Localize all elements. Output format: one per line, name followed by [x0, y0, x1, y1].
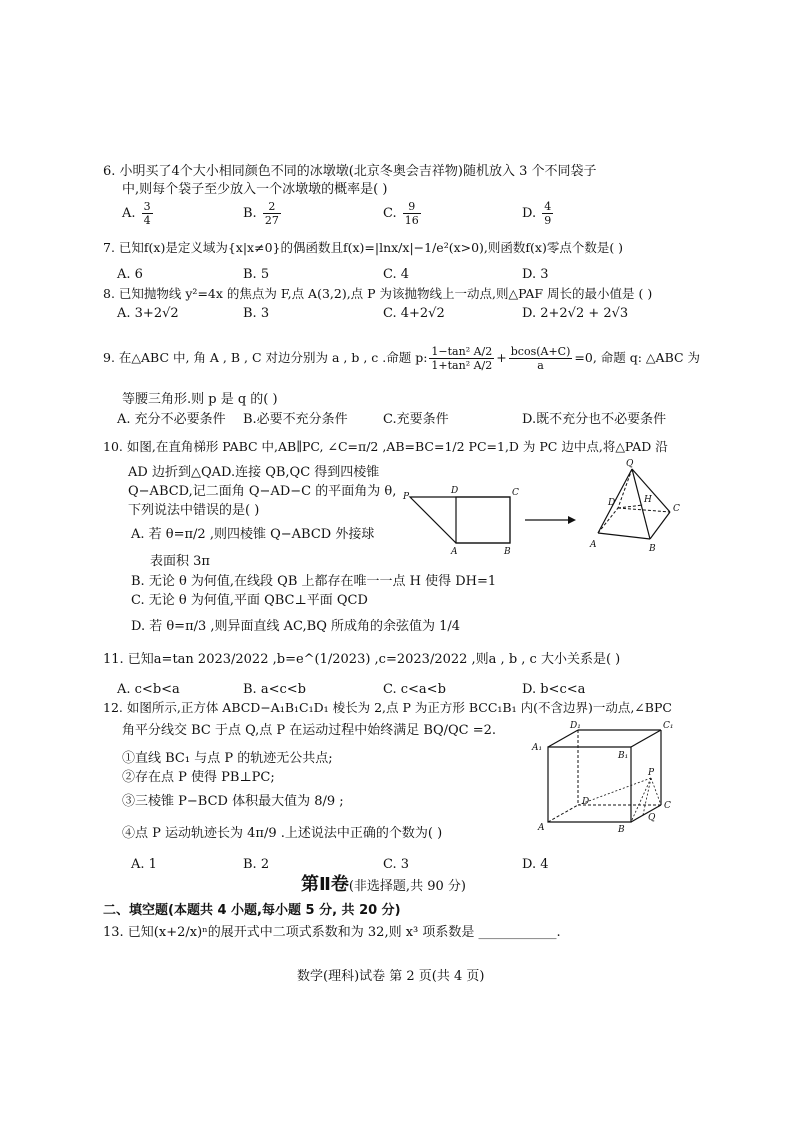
q12-item3: ③三棱锥 P−BCD 体积最大值为 8/9 ; [122, 794, 344, 809]
q10-line4: 下列说法中错误的是( ) [128, 503, 260, 518]
q11-option-c: C. c<a<b [383, 682, 446, 697]
label-d1: D₁ [570, 721, 581, 731]
q10-figure [400, 455, 700, 560]
q10-line2: AD 边折到△QAD.连接 QB,QC 得到四棱锥 [128, 465, 380, 480]
label-a: A [451, 547, 458, 557]
label-c: C [512, 488, 519, 498]
label-q: Q [626, 459, 634, 469]
q12-cube-figure [528, 720, 678, 835]
q12-option-d: D. 4 [522, 857, 549, 872]
q10-option-b: B. 无论 θ 为何值,在线段 QB 上都存在唯一一点 H 使得 DH=1 [131, 574, 497, 589]
label-a1: A₁ [532, 743, 543, 753]
q12-option-a: A. 1 [131, 857, 157, 872]
label-p: P [648, 768, 655, 778]
part2-header [301, 874, 466, 898]
q10-option-a-line1: A. 若 θ=π/2 ,则四棱锥 Q−ABCD 外接球 [131, 527, 375, 542]
q6-option-b: B. $\frac{2}{27}$ [243, 200, 279, 227]
q8-option-b: B. 3 [243, 306, 270, 321]
label-d: D [451, 486, 459, 496]
label-d: D [582, 797, 590, 807]
label-h: H [644, 495, 652, 505]
part2-title: 第Ⅱ卷 [301, 874, 349, 895]
label-pyr-d: D [608, 498, 616, 508]
q7-option-c: C. 4 [383, 267, 410, 282]
q7-option-b: B. 5 [243, 267, 270, 282]
q8-option-c: C. 4+2√2 [383, 306, 445, 321]
q9-option-d: D.既不充分也不必要条件 [522, 412, 667, 427]
q6-line1: 6. 小明买了4个大小相同颜色不同的冰墩墩(北京冬奥会吉祥物)随机放入 3 个不同袋子 [103, 164, 597, 179]
q11-option-a: A. c<b<a [117, 682, 180, 697]
label-p: P [403, 492, 410, 502]
q8-option-a: A. 3+2√2 [117, 306, 179, 321]
label-pyr-b: B [649, 544, 656, 554]
q12-item4: ④点 P 运动轨迹长为 4π/9 .上述说法中正确的个数为( ) [122, 826, 443, 841]
q12-item1: ①直线 BC₁ 与点 P 的轨迹无公共点; [122, 751, 333, 766]
q12-line1: 12. 如图所示,正方体 ABCD−A₁B₁C₁D₁ 棱长为 2,点 P 为正方形 BCC₁B₁ 内(不含边界)一动点,∠BPC [103, 700, 672, 715]
q10-line3: Q−ABCD,记二面角 Q−AD−C 的平面角为 θ, [128, 484, 397, 499]
q11-option-b: B. a<c<b [243, 682, 306, 697]
part2-subtitle: (非选择题,共 90 分) [348, 879, 466, 894]
label-a: A [538, 823, 545, 833]
label-b: B [618, 825, 625, 835]
q6-option-d: D. $\frac{4}{9}$ [522, 200, 552, 227]
q13-line1: 13. 已知(x+2/x)ⁿ的展开式中二项式系数和为 32,则 x³ 项系数是 ____________. [103, 925, 561, 940]
q10-option-d: D. 若 θ=π/3 ,则异面直线 AC,BQ 所成角的余弦值为 1/4 [131, 619, 461, 634]
label-b: B [504, 547, 511, 557]
q7-line1: 7. 已知f(x)是定义域为{x|x≠0}的偶函数且f(x)=|lnx/x|−1/e²(x>0),则函数f(x)零点个数是( ) [103, 240, 624, 255]
q12-line2: 角平分线交 BC 于点 Q,点 P 在运动过程中始终满足 BQ/QC =2. [122, 723, 497, 738]
q6-option-c: C. $\frac{9}{16}$ [383, 200, 419, 227]
q6-option-a: A. $\frac{3}{4}$ [122, 200, 151, 227]
q9-option-c: C.充要条件 [383, 412, 449, 427]
label-q: Q [648, 813, 656, 823]
q9-line2: 等腰三角形.则 p 是 q 的( ) [122, 392, 278, 407]
q11-option-d: D. b<c<a [522, 682, 586, 697]
q6-line2: 中,则每个袋子至少放入一个冰墩墩的概率是( ) [122, 182, 388, 197]
fold-arrow [525, 516, 576, 524]
q7-option-d: D. 3 [522, 267, 549, 282]
q12-option-c: C. 3 [383, 857, 410, 872]
label-pyr-a: A [590, 540, 597, 550]
q10-option-a-line2: 表面积 3π [150, 554, 210, 569]
q8-line1: 8. 已知抛物线 y²=4x 的焦点为 F,点 A(3,2),点 P 为该抛物线上一动点,则△PAF 周长的最小值是 ( ) [103, 286, 653, 301]
section2-title: 二、填空题(本题共 4 小题,每小题 5 分, 共 20 分) [103, 903, 401, 918]
label-pyr-c: C [673, 504, 680, 514]
page-footer: 数学(理科)试卷 第 2 页(共 4 页) [297, 969, 485, 984]
q9-line1: 9. 在△ABC 中, 角 A , B , C 对边分别为 a , b , c .命题 p: $\frac{\text{1−tan² A/2}}{\text{1+tan² A/2}}$ + $\frac{bcos(A+C)}{a}$ =0, 命题 q: △ABC 为 [103, 345, 701, 372]
q12-item2: ②存在点 P 使得 PB⊥PC; [122, 770, 275, 785]
q12-option-b: B. 2 [243, 857, 270, 872]
q8-option-d: D. 2+2√2 + 2√3 [522, 306, 629, 321]
label-b1: B₁ [618, 751, 629, 761]
label-c: C [664, 801, 671, 811]
pyramid-diagram [589, 459, 680, 554]
q10-option-c: C. 无论 θ 为何值,平面 QBC⊥平面 QCD [131, 593, 368, 608]
q9-option-b: B.必要不充分条件 [243, 412, 348, 427]
q10-line1: 10. 如图,在直角梯形 PABC 中,AB∥PC, ∠C=π/2 ,AB=BC=1/2 PC=1,D 为 PC 边中点,将△PAD 沿 [103, 439, 668, 454]
label-c1: C₁ [663, 721, 674, 731]
trapezoid-diagram [402, 486, 519, 557]
q7-option-a: A. 6 [117, 267, 143, 282]
q9-option-a: A. 充分不必要条件 [117, 412, 226, 427]
q11-line1: 11. 已知a=tan 2023/2022 ,b=e^(1/2023) ,c=2023/2022 ,则a , b , c 大小关系是( ) [103, 652, 621, 667]
